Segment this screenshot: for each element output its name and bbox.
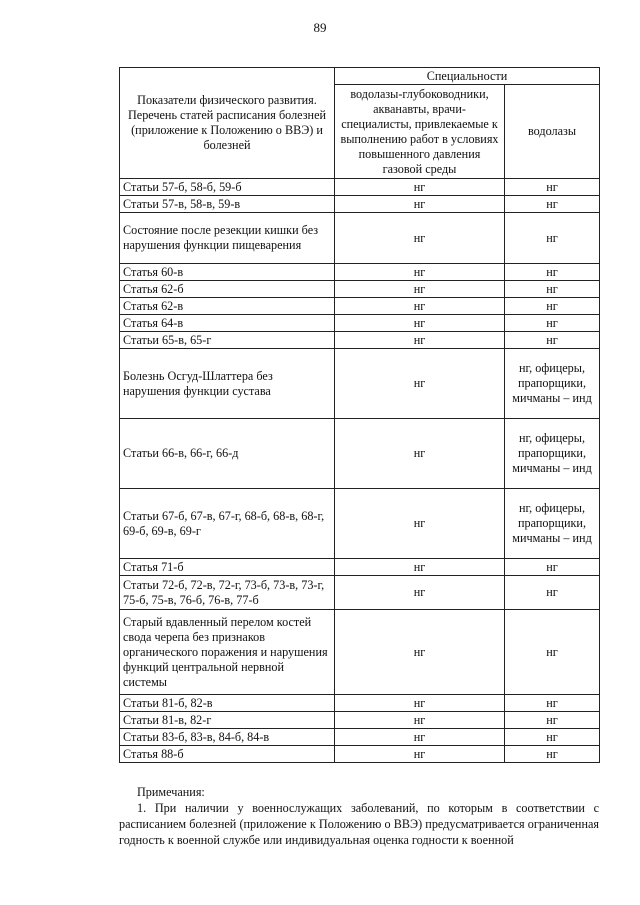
table-row: [120, 489, 600, 559]
header-deep-divers: водолазы-глубоководники, акванавты, врачи-специалисты, привлекаемые к выполнению работ в условиях повышенного давления газовой среды: [335, 85, 505, 179]
row-deep-divers-value: нг: [335, 695, 505, 712]
row-deep-divers-value: нг: [335, 489, 505, 559]
table-row: [120, 332, 600, 349]
row-deep-divers-value: нг: [335, 213, 505, 264]
row-divers-value: нг: [505, 298, 600, 315]
table-row: [120, 712, 600, 729]
header-specialties: Специальности: [335, 68, 600, 85]
table-row: [120, 179, 600, 196]
row-divers-value: нг: [505, 196, 600, 213]
table-row: [120, 729, 600, 746]
row-deep-divers-value: нг: [335, 729, 505, 746]
header-divers: водолазы: [505, 85, 600, 179]
table-row: [120, 196, 600, 213]
row-divers-value: нг, офицеры, прапорщики, мичманы – инд: [505, 349, 600, 419]
row-deep-divers-value: нг: [335, 349, 505, 419]
row-indicator: Статья 62-б: [120, 281, 335, 298]
row-divers-value: нг: [505, 332, 600, 349]
row-deep-divers-value: нг: [335, 419, 505, 489]
row-deep-divers-value: нг: [335, 576, 505, 610]
table-row: [120, 349, 600, 419]
table-row: [120, 610, 600, 695]
row-indicator: Статья 60-в: [120, 264, 335, 281]
notes-paragraph: 1. При наличии у военнослужащих заболеваний, по которым в соответствии с расписанием болезней (приложение к Положению о ВВЭ) предусматривается ограниченная годность к военной службе или индивидуальная оценка годности к военной: [119, 801, 599, 847]
row-deep-divers-value: нг: [335, 712, 505, 729]
row-divers-value: нг: [505, 729, 600, 746]
row-divers-value: нг: [505, 559, 600, 576]
row-deep-divers-value: нг: [335, 746, 505, 763]
medical-fitness-table: [119, 67, 600, 763]
row-indicator: Болезнь Осгуд-Шлаттера без нарушения функции сустава: [120, 349, 335, 419]
row-indicator: Статьи 83-б, 83-в, 84-б, 84-в: [120, 729, 335, 746]
row-divers-value: нг: [505, 213, 600, 264]
row-deep-divers-value: нг: [335, 559, 505, 576]
row-indicator: Статьи 67-б, 67-в, 67-г, 68-б, 68-в, 68-г, 69-б, 69-в, 69-г: [120, 489, 335, 559]
table-row: [120, 298, 600, 315]
row-indicator: Статьи 81-в, 82-г: [120, 712, 335, 729]
row-deep-divers-value: нг: [335, 264, 505, 281]
row-deep-divers-value: нг: [335, 315, 505, 332]
row-divers-value: нг: [505, 610, 600, 695]
row-indicator: Статьи 57-б, 58-б, 59-б: [120, 179, 335, 196]
row-deep-divers-value: нг: [335, 281, 505, 298]
row-deep-divers-value: нг: [335, 179, 505, 196]
row-indicator: Статья 88-б: [120, 746, 335, 763]
page-number: 89: [313, 20, 327, 35]
table-row: [120, 576, 600, 610]
row-indicator: Статья 62-в: [120, 298, 335, 315]
row-deep-divers-value: нг: [335, 298, 505, 315]
header-indicator: Показатели физического развития. Перечень статей расписания болезней (приложение к Положению о ВВЭ) и болезней: [120, 68, 335, 179]
row-divers-value: нг: [505, 695, 600, 712]
row-deep-divers-value: нг: [335, 196, 505, 213]
row-divers-value: нг: [505, 746, 600, 763]
table-row: [120, 559, 600, 576]
row-indicator: Статьи 66-в, 66-г, 66-д: [120, 419, 335, 489]
row-divers-value: нг: [505, 179, 600, 196]
table-row: [120, 281, 600, 298]
table-row: [120, 213, 600, 264]
row-indicator: Статья 71-б: [120, 559, 335, 576]
table-row: [120, 695, 600, 712]
row-indicator: Статья 64-в: [120, 315, 335, 332]
row-divers-value: нг: [505, 712, 600, 729]
notes-section: [119, 784, 599, 848]
row-indicator: Статьи 72-б, 72-в, 72-г, 73-б, 73-в, 73-г, 75-б, 75-в, 76-б, 76-в, 77-б: [120, 576, 335, 610]
row-indicator: Статьи 65-в, 65-г: [120, 332, 335, 349]
table-row: [120, 315, 600, 332]
row-divers-value: нг: [505, 315, 600, 332]
row-divers-value: нг: [505, 264, 600, 281]
row-indicator: Старый вдавленный перелом костей свода черепа без признаков органического поражения и нарушения функций центральной нервной системы: [120, 610, 335, 695]
row-divers-value: нг: [505, 281, 600, 298]
row-divers-value: нг, офицеры, прапорщики, мичманы – инд: [505, 489, 600, 559]
row-divers-value: нг, офицеры, прапорщики, мичманы – инд: [505, 419, 600, 489]
table-row: [120, 264, 600, 281]
row-deep-divers-value: нг: [335, 610, 505, 695]
table-row: [120, 746, 600, 763]
row-indicator: Статьи 57-в, 58-в, 59-в: [120, 196, 335, 213]
table-row: [120, 419, 600, 489]
row-deep-divers-value: нг: [335, 332, 505, 349]
row-indicator: Состояние после резекции кишки без нарушения функции пищеварения: [120, 213, 335, 264]
row-divers-value: нг: [505, 576, 600, 610]
notes-title: Примечания:: [137, 785, 205, 799]
row-indicator: Статьи 81-б, 82-в: [120, 695, 335, 712]
